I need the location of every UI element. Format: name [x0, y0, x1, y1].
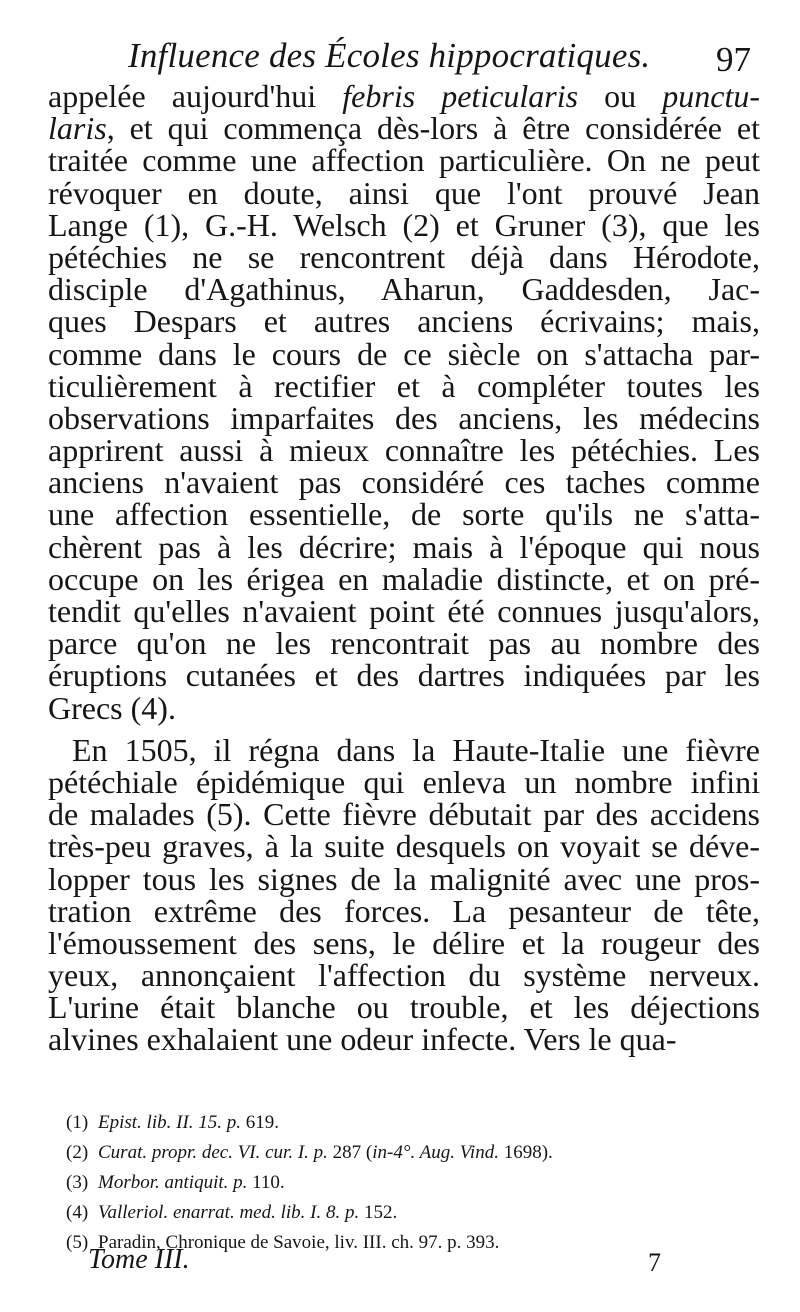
text-line: parce qu'on ne les rencontrait pas au nombre des — [48, 625, 760, 662]
text-line: anciens n'avaient pas considéré ces taches comme — [48, 464, 760, 501]
text-line: ticulièrement à rectifier et à compléter toutes les — [48, 367, 760, 404]
text-line: pétéchies ne se rencontrent déjà dans Hérodote, — [48, 238, 760, 275]
paragraph-2 — [48, 731, 760, 1058]
footnotes — [66, 1108, 746, 1258]
text-line: une affection essentielle, de sorte qu'ils ne s'atta- — [48, 496, 760, 533]
text-line: tendit qu'elles n'avaient point été connues jusqu'alors, — [48, 593, 760, 629]
running-head — [0, 26, 800, 86]
text-line: appelée aujourd'hui febris peticularis ou punctu- — [48, 78, 761, 114]
page-number: 97 — [716, 40, 751, 79]
text-line: chèrent pas à les décrire; mais à l'époque qui nous — [48, 528, 760, 565]
text-line: disciple d'Agathinus, Aharun, Gaddesden, Jac- — [48, 271, 760, 308]
text-line: éruptions cutanées et des dartres indiquées par les — [48, 657, 760, 694]
signature-line — [88, 1244, 768, 1284]
text-line: révoquer en doute, ainsi que l'ont prouvé Jean — [48, 174, 760, 211]
text-line: observations imparfaites des anciens, les médecins — [48, 399, 760, 436]
text-line: lopper tous les signes de la malignité avec une pros- — [48, 860, 760, 897]
volume-label: Tome III. — [88, 1244, 190, 1275]
text-line: l'émoussement des sens, le délire et la rougeur des — [48, 924, 760, 961]
text-line: yeux, annonçaient l'affection du système nerveux. — [48, 957, 760, 994]
body-text — [48, 80, 760, 1056]
text-line: tration extrême des forces. La pesanteur de tête, — [48, 892, 760, 929]
text-line: occupe on les érigea en maladie distincte, et on pré- — [48, 560, 760, 597]
text-line: alvines exhalaient une odeur infecte. Vers le qua- — [48, 1021, 677, 1058]
text-line: laris, et qui commença dès-lors à être considérée et — [48, 110, 760, 147]
text-line: ques Despars et autres anciens écrivains; mais, — [48, 303, 760, 340]
text-line: traitée comme une affection particulière. On ne peut — [48, 142, 760, 179]
text-line: Lange (1), G.-H. Welsch (2) et Gruner (3), que les — [48, 206, 760, 243]
running-title: Influence des Écoles hippocratiques. — [128, 36, 651, 75]
sheet-signature-number: 7 — [648, 1248, 661, 1277]
footnote: (4) Valleriol. enarrat. med. lib. I. 8. p. 152. — [66, 1202, 398, 1223]
text-line: comme dans le cours de ce siècle on s'attacha par- — [48, 335, 760, 372]
text-line: pétéchiale épidémique qui enleva un nombre infini — [48, 763, 760, 800]
text-line: L'urine était blanche ou trouble, et les déjections — [48, 989, 760, 1026]
text-line: très-peu graves, à la suite desquels on voyait se déve- — [48, 828, 760, 865]
paragraph-1 — [48, 80, 760, 724]
footnote: (3) Morbor. antiquit. p. 110. — [66, 1172, 285, 1193]
footnote: (1) Epist. lib. II. 15. p. 619. — [66, 1112, 280, 1133]
text-line: apprirent aussi à mieux connaître les pétéchies. Les — [48, 432, 760, 469]
text-line: de malades (5). Cette fièvre débutait par des accidens — [48, 796, 760, 833]
footnote: (2) Curat. propr. dec. VI. cur. I. p. 287 (in-4°. Aug. Vind. 1698). — [66, 1142, 553, 1163]
footnote: (5) Paradin, Chronique de Savoie, liv. III. ch. 97. p. 393. — [66, 1232, 500, 1253]
text-line: En 1505, il régna dans la Haute-Italie une fièvre — [72, 731, 760, 768]
text-line: Grecs (4). — [48, 689, 176, 726]
